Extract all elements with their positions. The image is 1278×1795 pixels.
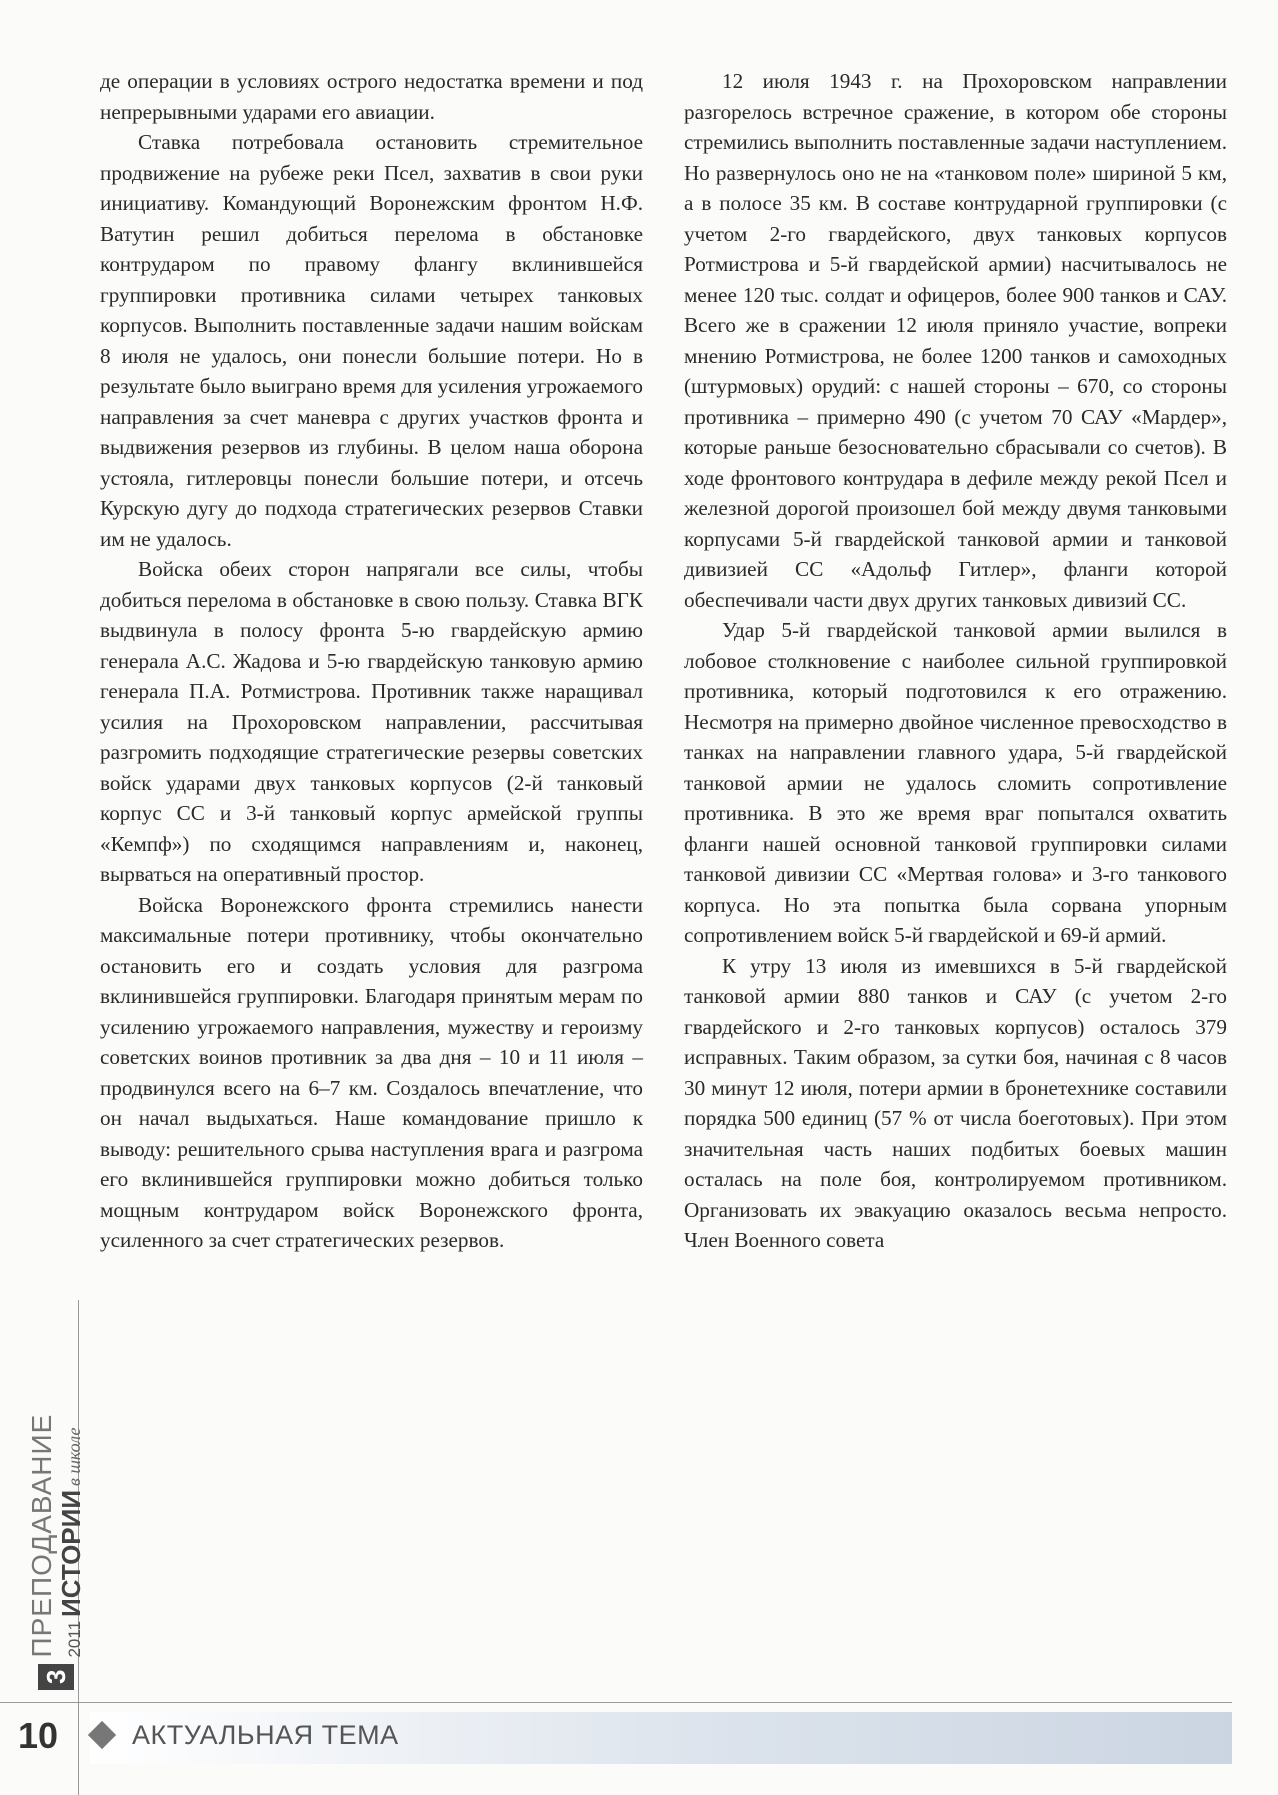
left-column: [100, 66, 643, 1256]
paragraph: де операции в условиях острого недостатка времени и под непрерывными ударами его авиации.: [100, 69, 643, 124]
right-column: [684, 66, 1227, 1256]
magazine-title-main: ИСТОРИИ: [56, 1489, 86, 1617]
paragraph: Удар 5-й гвардейской танковой армии вылился в лобовое столкновение с наиболее сильной группировкой противника, который подготовился к его отражению. Несмотря на примерно двойное численное превосходство в танках на направлении главного удара, 5-й гвардейской танковой армии не удалось сломить сопротивление противника. В это же время враг попытался охватить фланги нашей основной танковой группировки силами танковой дивизии СС «Мертвая голова» и 3-го танкового корпуса. Но эта попытка была сорвана упорным сопротивлением войск 5-й гвардейской и 69-й армий.: [684, 618, 1227, 947]
paragraph: Ставка потребовала остановить стремительное продвижение на рубеже реки Псел, захватив в свои руки инициативу. Командующий Воронежским фронтом Н.Ф. Ватутин решил добиться перелома в обстановке контрударом по правому флангу вклинившейся группировки противника силами четырех танковых корпусов. Выполнить поставленные задачи нашим войскам 8 июля не удалось, они понесли большие потери. Но в результате было выиграно время для усиления угрожаемого направления за счет маневра с других участков фронта и выдвижения резервов из глубины. В целом наша оборона устояла, гитлеровцы понесли большие потери, и отсечь Курскую дугу до подхода стратегических резервов Ставки им не удалось.: [100, 130, 643, 551]
magazine-title-top: ПРЕПОДАВАНИЕ: [26, 1413, 57, 1658]
section-title: АКТУАЛЬНАЯ ТЕМА: [132, 1720, 399, 1750]
footer-rule: [0, 1702, 1232, 1703]
issue-number: 3: [38, 1664, 74, 1690]
magazine-year: 2011: [65, 1620, 84, 1658]
magazine-title-suffix: в школе: [64, 1427, 84, 1486]
paragraph: Войска Воронежского фронта стремились нанести максимальные потери противнику, чтобы окончательно остановить его и создать условия для разгрома вклинившейся группировки. Благодаря принятым мерам по усилению угрожаемого направления, мужеству и героизму советских воинов противник за два дня – 10 и 11 июля – продвинулся всего на 6–7 км. Создалось впечатление, что он начал выдыхаться. Наше командование пришло к выводу: решительного срыва наступления врага и разгрома его вклинившейся группировки можно добиться только мощным контрударом войск Воронежского фронта, усиленного за счет стратегических резервов.: [100, 892, 643, 1252]
paragraph: Войска обеих сторон напрягали все силы, чтобы добиться перелома в обстановке в свою пользу. Ставка ВГК выдвинула в полосу фронта 5-ю гвардейскую армию генерала А.С. Жадова и 5-ю гвардейскую танковую армию генерала П.А. Ротмистрова. Противник также наращивал усилия на Прохоровском направлении, рассчитывая разгромить подходящие стратегические резервы советских войск ударами двух танковых корпусов (2-й танковый корпус СС и 3-й танковый корпус армейской группы «Кемпф») по сходящимся направлениям и, наконец, вырваться на оперативный простор.: [100, 557, 643, 886]
paragraph: К утру 13 июля из имевшихся в 5-й гвардейской танковой армии 880 танков и САУ (с учетом 2-го гвардейского и 2-го танковых корпусов) осталось 379 исправных. Таким образом, за сутки боя, начиная с 8 часов 30 минут 12 июля, потери армии в бронетехнике составили порядка 500 единиц (57 % от числа боеготовых). При этом значительная часть наших подбитых боевых машин осталась на поле боя, контролируемом противником. Организовать их эвакуацию оказалось весьма непросто. Член Военного совета: [684, 953, 1227, 1252]
magazine-logo: [28, 1414, 84, 1690]
paragraph: 12 июля 1943 г. на Прохоровском направлении разгорелось встречное сражение, в котором обе стороны стремились выполнить поставленные задачи наступлением. Но развернулось оно не на «танковом поле» шириной 5 км, а в полосе 35 км. В составе контрударной группировки (с учетом 2-го гвардейского, двух танковых корпусов Ротмистрова и 5-й гвардейской армии) насчитывалось не менее 120 тыс. солдат и офицеров, более 900 танков и САУ. Всего же в сражении 12 июля приняло участие, вопреки мнению Ротмистрова, не более 1200 танков и самоходных (штурмовых) орудий: с нашей стороны – 670, со стороны противника – примерно 490 (с учетом 70 САУ «Мардер», которые раньше безосновательно сбрасывали со счетов). В ходе фронтового контрудара в дефиле между рекой Псел и железной дорогой произошел бой между двумя танковыми корпусами 5-й гвардейской танковой армии и танковой дивизией СС «Адольф Гитлер», фланги которой обеспечивали части двух других танковых дивизий СС.: [684, 69, 1227, 612]
page-number: 10: [18, 1715, 59, 1756]
